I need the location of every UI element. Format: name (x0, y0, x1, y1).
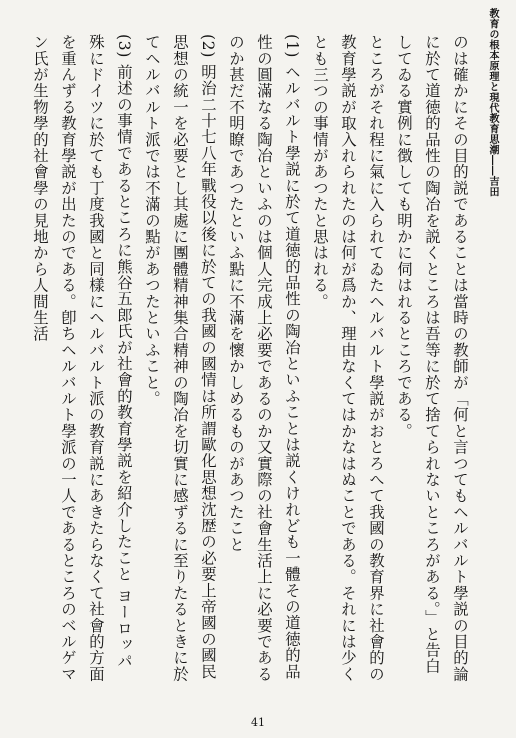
paragraph: ところがそれ程に氣に入られてゐたヘルバルト學説がおとろへて我國の教育界に社會的の教育學説が取入れられたのは何が爲か、理由なくてはかなはぬことである。それには少くとも三つの事情があつたと思はれる。 (311, 34, 385, 682)
paragraph: (2) 明治二十七八年戰役以後に於ての我國の國情は所謂歐化思想沈歴の必要上帝國の國民思想の統一を必要とし其處に團體精神集合精神の陶冶を切實に感ずるに至りたるときに於てヘルバルト派では不滿の點があつたといふこと。 (143, 34, 217, 682)
body-text (31, 34, 474, 684)
running-head: 教育の根本原理と現代教育思潮――吉田 (487, 8, 498, 197)
paragraph: (1) ヘルバルト學説に於て道徳的品性の陶冶といふことは説くけれども一體その道徳的品性の圓滿なる陶冶といふのは個人完成上必要であるのか又實際の社會生活上に必要であるのか甚だ不明瞭であつたといふ點に不滿を懷かしめるものがあつたこと (227, 34, 301, 682)
paragraph: のは確かにその目的説であることは當時の教師が「何と言つてもヘルバルト學説の目的論に於て道徳的品性の陶冶を説くところは吾等に於て捨てられないところがある。」と告白してゐる實例に徴しても明かに伺はれるところである。 (395, 34, 469, 682)
page-number: 41 (251, 716, 265, 729)
paragraph: (3) 前述の事情であるところに熊谷五郎氏が社會的教育學説を紹介したこと ヨーロッパ殊にドイツに於ても丁度我國と同樣にヘルバルト派の教育説にあきたらなくて社會的方面を重んずる教育學説が出たのである。卽ちヘルバルト學派の一人であるところのベルゲマン氏が生物學的社會學の見地から人間生活 (31, 34, 133, 682)
